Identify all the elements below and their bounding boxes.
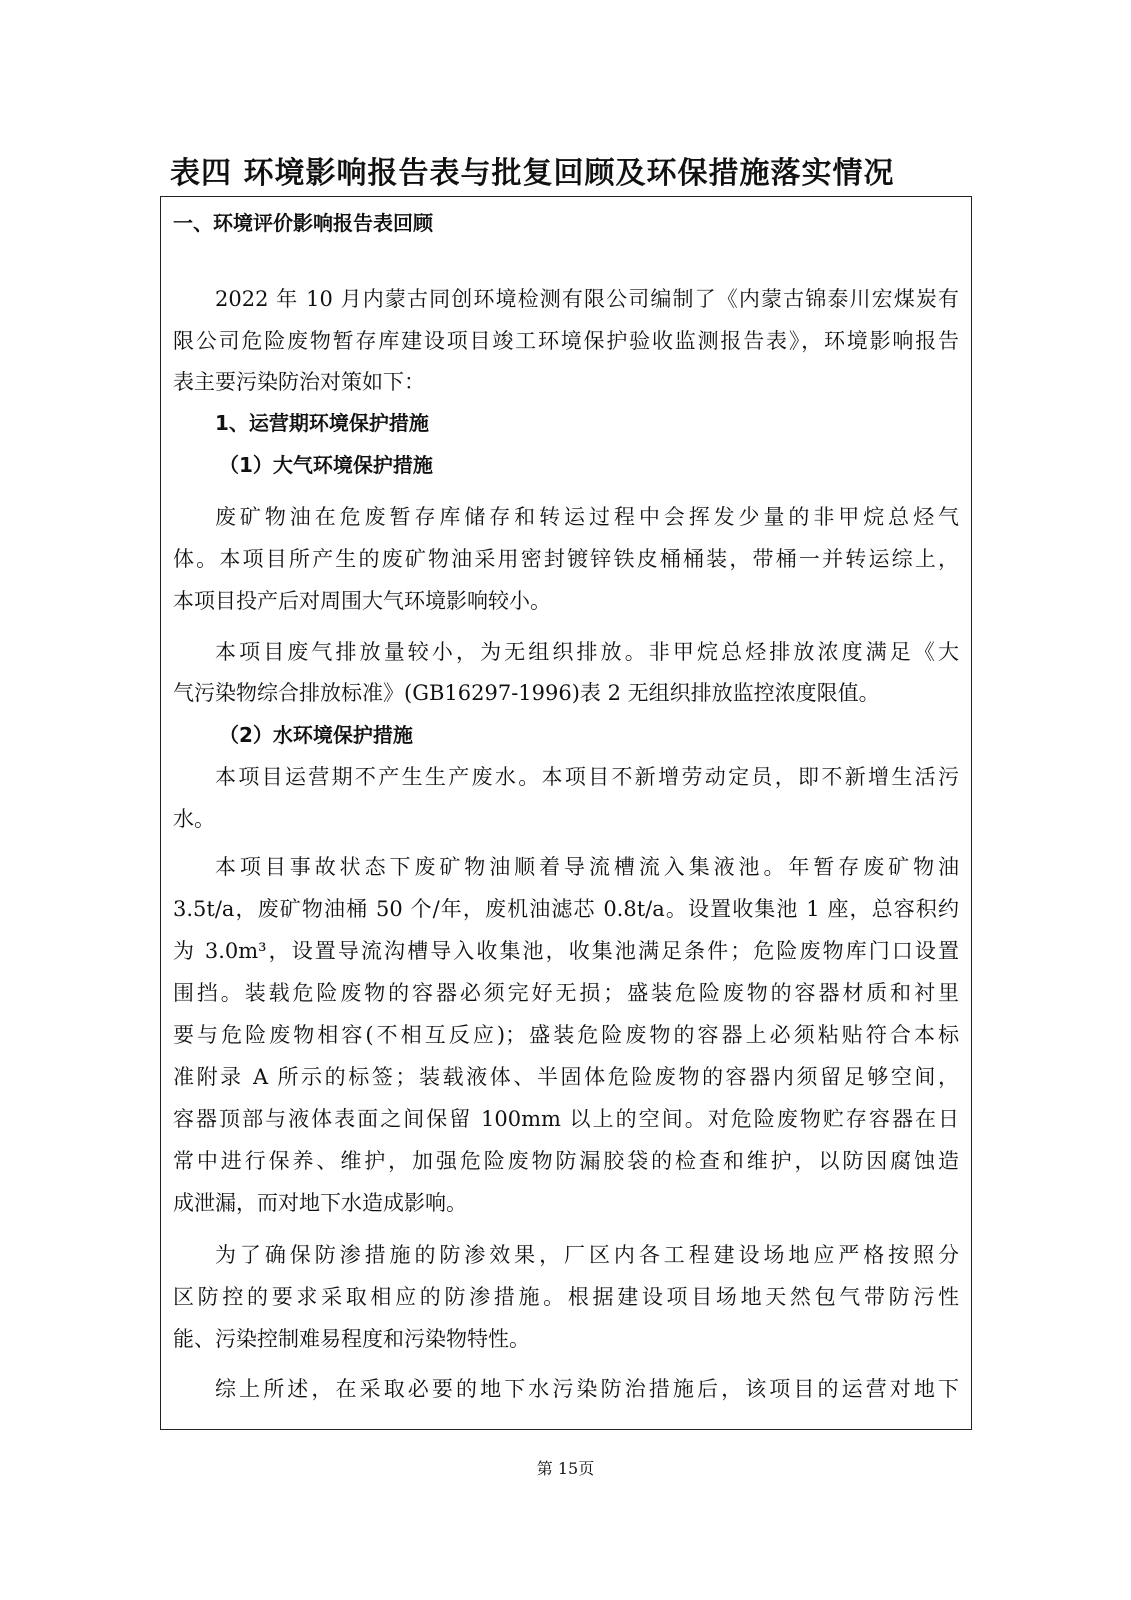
body-line: 为 3.0m³，设置导流沟槽导入收集池，收集池满足条件；危险废物库门口设置: [173, 939, 959, 963]
section-heading: 一、环境评价影响报告表回顾: [173, 211, 433, 235]
page-title: 表四 环境影响报告表与批复回顾及环保措施落实情况: [170, 156, 895, 191]
body-line: 2022 年 10 月内蒙古同创环境检测有限公司编制了《内蒙古锦泰川宏煤炭有: [215, 287, 959, 311]
body-line: 常中进行保养、维护，加强危险废物防漏胶袋的检查和维护，以防因腐蚀造: [173, 1149, 959, 1173]
body-line: 本项目投产后对周围大气环境影响较小。: [173, 589, 551, 613]
body-line: 本项目运营期不产生生产废水。本项目不新增劳动定员，即不新增生活污: [215, 765, 959, 789]
body-line: （2）水环境保护措施: [219, 723, 413, 747]
body-line: 水。: [173, 807, 215, 831]
body-line: 综上所述，在采取必要的地下水污染防治措施后，该项目的运营对地下: [215, 1377, 959, 1401]
body-line: 为了确保防渗措施的防渗效果，厂区内各工程建设场地应严格按照分: [215, 1243, 959, 1267]
body-line: 本项目事故状态下废矿物油顺着导流槽流入集液池。年暂存废矿物油: [215, 855, 959, 879]
body-line: 能、污染控制难易程度和污染物特性。: [173, 1327, 530, 1351]
body-line: 准附录 A 所示的标签；装载液体、半固体危险废物的容器内须留足够空间，: [173, 1065, 959, 1089]
page-number: 第 15页: [536, 1459, 595, 1478]
body-line: 要与危险废物相容(不相互反应)；盛装危险废物的容器上必须粘贴符合本标: [173, 1023, 959, 1047]
body-line: （1）大气环境保护措施: [219, 453, 433, 477]
body-line: 容器顶部与液体表面之间保留 100mm 以上的空间。对危险废物贮存容器在日: [173, 1107, 959, 1131]
body-line: 本项目废气排放量较小，为无组织排放。非甲烷总烃排放浓度满足《大: [215, 640, 959, 664]
body-line: 气污染物综合排放标准》(GB16297-1996)表 2 无组织排放监控浓度限值。: [173, 681, 880, 705]
body-line: 成泄漏，而对地下水造成影响。: [173, 1191, 467, 1215]
body-line: 限公司危险废物暂存库建设项目竣工环境保护验收监测报告表》，环境影响报告: [173, 329, 959, 353]
body-line: 废矿物油在危废暂存库储存和转运过程中会挥发少量的非甲烷总烃气: [215, 505, 959, 529]
body-line: 区防控的要求采取相应的防渗措施。根据建设项目场地天然包气带防污性: [173, 1285, 959, 1309]
body-line: 表主要污染防治对策如下：: [173, 370, 425, 394]
report-table-frame: [160, 196, 972, 1430]
body-line: 体。本项目所产生的废矿物油采用密封镀锌铁皮桶桶装，带桶一并转运综上，: [173, 547, 959, 571]
body-line: 1、运营期环境保护措施: [215, 411, 429, 435]
body-line: 3.5t/a，废矿物油桶 50 个/年，废机油滤芯 0.8t/a。设置收集池 1 座，总容积约: [173, 897, 959, 921]
body-line: 围挡。装载危险废物的容器必须完好无损；盛装危险废物的容器材质和衬里: [173, 981, 959, 1005]
